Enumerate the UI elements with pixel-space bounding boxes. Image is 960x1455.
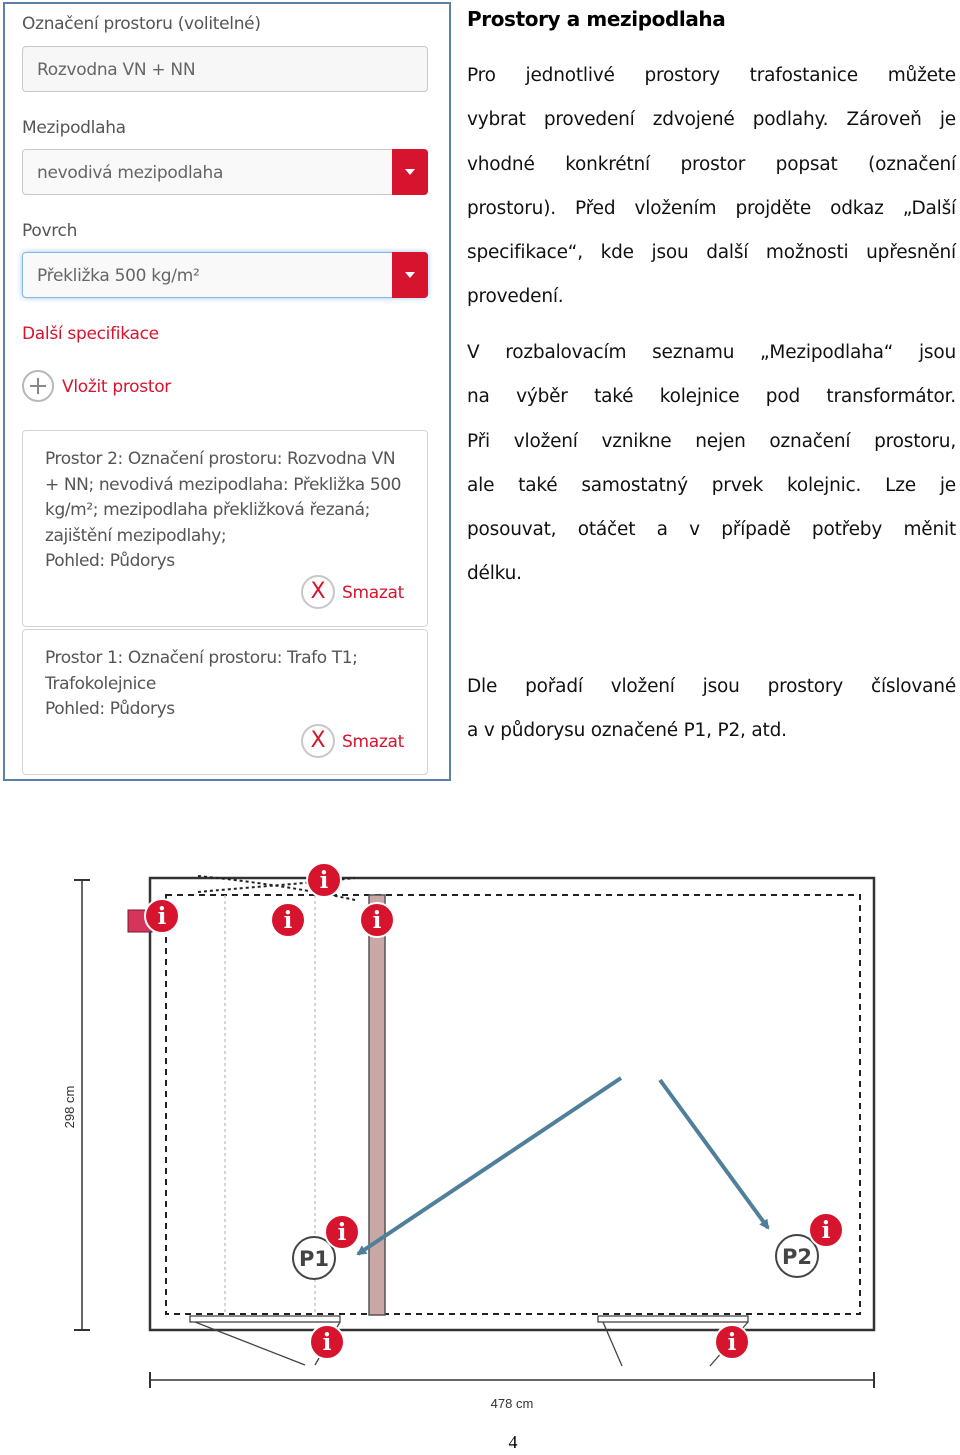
delete-button[interactable]: Smazat [342, 732, 404, 752]
subfloor-select[interactable] [22, 149, 428, 195]
svg-text:i: i [821, 1217, 831, 1244]
room-outline [150, 878, 874, 1330]
text-line: Pro jednotlivé prostory trafostanice můžete [467, 65, 956, 86]
info-icon[interactable] [307, 863, 341, 897]
arrow-to-p2 [660, 1080, 768, 1228]
designation-input[interactable]: Rozvodna VN + NN [22, 46, 428, 92]
arrow-to-p1 [358, 1078, 621, 1254]
page-number: 4 [508, 1432, 518, 1452]
info-icon[interactable] [715, 1325, 749, 1359]
chevron-down-icon[interactable] [392, 149, 428, 195]
p2-label: P2 [781, 1245, 813, 1269]
space-item-line: Pohled: Půdorys [45, 551, 175, 571]
text-line: Dle pořadí vložení jsou prostory číslované [467, 676, 956, 697]
subfloor-outline [166, 895, 860, 1314]
svg-text:i: i [372, 907, 382, 934]
space-item-line: Trafokolejnice [45, 673, 156, 694]
space-item-line: + NN; nevodivá mezipodlaha: Překližka 500 [45, 474, 402, 495]
svg-text:i: i [727, 1329, 737, 1356]
transformer-rail[interactable] [369, 895, 385, 1315]
info-icon[interactable] [271, 903, 305, 937]
text-line: ale také samostatný prvek kolejnic. Lze je [467, 474, 956, 496]
svg-text:i: i [319, 867, 329, 894]
info-icon[interactable] [145, 899, 179, 933]
paragraph-3 [467, 665, 956, 754]
text-line: specifikace“, kde jsou další možnosti upřesnění [467, 242, 956, 264]
text-line: vhodné konkrétní prostor popsat (označení [467, 153, 956, 175]
info-icon[interactable] [360, 903, 394, 937]
chevron-down-icon[interactable] [392, 252, 428, 298]
space-form-panel [3, 2, 451, 781]
space-item-card [22, 430, 428, 627]
space-item-line: kg/m²; mezipodlaha překližková řezaná; [45, 500, 370, 520]
subfloor-select-value: nevodivá mezipodlaha [37, 163, 224, 183]
text-line: provedení. [467, 286, 564, 308]
width-dimension [150, 1372, 874, 1388]
info-icon[interactable] [809, 1213, 843, 1247]
text-line: a v půdorysu označené P1, P2, atd. [467, 720, 787, 742]
delete-button[interactable]: Smazat [342, 583, 404, 603]
svg-text:i: i [322, 1329, 332, 1356]
text-line: V rozbalovacím seznamu „Mezipodlaha“ jsou [467, 342, 956, 363]
space-item-description [45, 646, 415, 723]
space-item-line: Prostor 1: Označení prostoru: Trafo T1; [45, 648, 358, 668]
text-line: délku. [467, 563, 522, 585]
info-icon[interactable] [325, 1215, 359, 1249]
delete-x-icon[interactable]: X [301, 575, 335, 609]
paragraph-2 [467, 331, 956, 597]
space-item-line: Prostor 2: Označení prostoru: Rozvodna VN [45, 449, 396, 469]
height-label: 298 cm [62, 1085, 77, 1129]
plus-icon[interactable] [22, 370, 54, 402]
svg-text:i: i [157, 903, 167, 930]
p1-label: P1 [298, 1247, 330, 1271]
svg-text:i: i [283, 907, 293, 934]
space-item-line: Pohled: Půdorys [45, 699, 175, 719]
space-item-line: zajištění mezipodlahy; [45, 525, 227, 546]
floor-plan [0, 840, 960, 1420]
delete-x-icon[interactable]: X [301, 724, 335, 758]
surface-select-value: Překližka 500 kg/m² [37, 266, 200, 286]
text-line: na výběr také kolejnice pod transformátor. [467, 386, 956, 408]
more-specification-link[interactable]: Další specifikace [22, 324, 159, 344]
text-line: posouvat, otáčet a v případě potřeby měnit [467, 519, 956, 541]
insert-space-link[interactable]: Vložit prostor [62, 377, 171, 397]
space-item-description [45, 447, 415, 575]
surface-select[interactable] [22, 252, 428, 298]
text-line: prostoru). Před vložením projděte odkaz „Další [467, 197, 956, 219]
space-item-card [22, 629, 428, 775]
text-line: Při vložení vznikne nejen označení prostoru, [467, 430, 956, 452]
surface-label: Povrch [22, 221, 78, 241]
space-marker-p2[interactable] [776, 1235, 818, 1277]
info-icon[interactable] [310, 1325, 344, 1359]
designation-label: Označení prostoru (volitelné) [22, 14, 261, 34]
subfloor-label: Mezipodlaha [22, 118, 126, 138]
svg-text:i: i [337, 1219, 347, 1246]
text-line: vybrat provedení zdvojené podlahy. Zároveň je [467, 109, 956, 131]
section-heading: Prostory a mezipodlaha [467, 7, 726, 31]
width-label: 478 cm [490, 1396, 534, 1411]
paragraph-1 [467, 54, 956, 320]
